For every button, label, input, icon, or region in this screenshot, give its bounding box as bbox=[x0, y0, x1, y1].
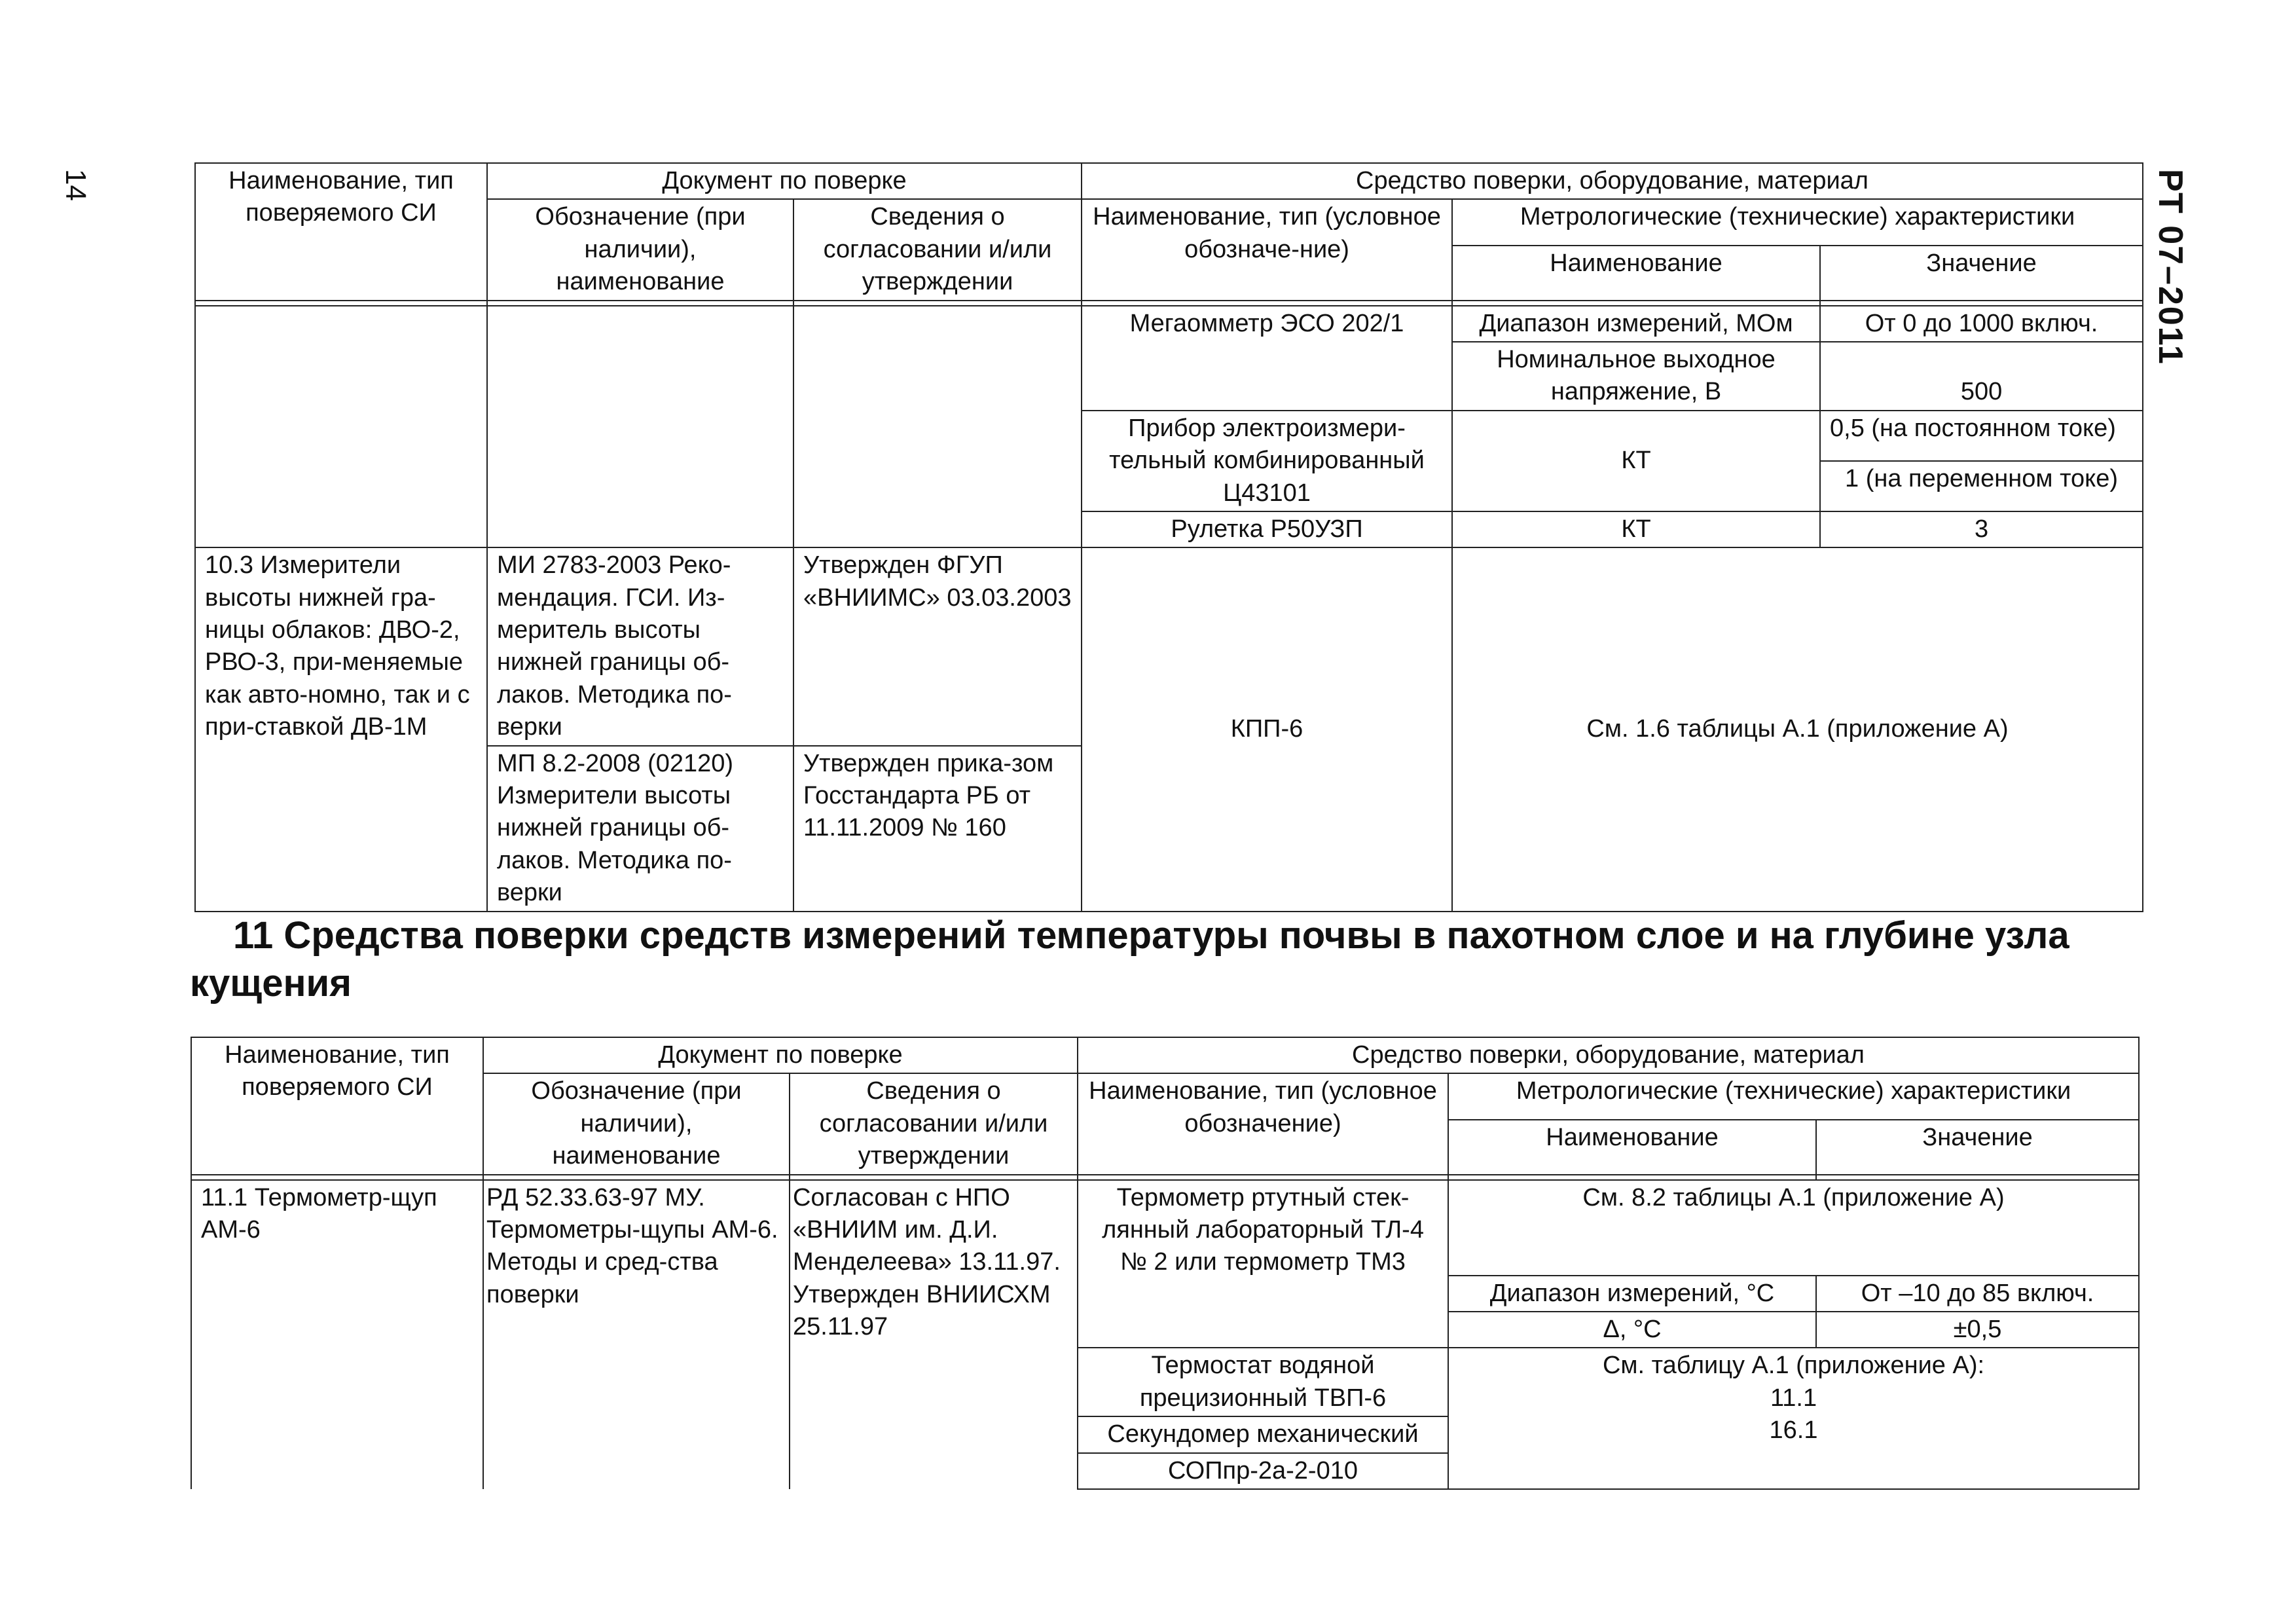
empty-cell bbox=[195, 306, 487, 548]
header-doc: Документ по поверке bbox=[487, 163, 1082, 199]
verification-table-10 bbox=[194, 162, 2143, 912]
header-doc: Документ по поверке bbox=[483, 1037, 1078, 1073]
value-nominal-voltage: 500 bbox=[1820, 342, 2143, 411]
see-reference-8-2: См. 8.2 таблицы А.1 (приложение А) bbox=[1448, 1180, 2139, 1276]
header-char-value: Значение bbox=[1820, 246, 2143, 301]
megaohmmeter: Мегаомметр ЭСО 202/1 bbox=[1082, 306, 1452, 411]
char-nominal-voltage: Номинальное выходное напряжение, В bbox=[1452, 342, 1820, 411]
header-designation: Обозначение (при наличии), наименование bbox=[487, 199, 793, 300]
value-tape: 3 bbox=[1820, 511, 2143, 547]
header-metro: Метрологические (технические) характеристики bbox=[1448, 1073, 2139, 1119]
empty-cell bbox=[793, 306, 1082, 548]
value-range-c: От –10 до 85 включ. bbox=[1816, 1276, 2139, 1312]
header-name: Наименование, тип поверяемого СИ bbox=[195, 163, 487, 301]
char-range-c: Диапазон измерений, °С bbox=[1448, 1276, 1816, 1312]
value-range: От 0 до 1000 включ. bbox=[1820, 306, 2143, 342]
header-name: Наименование, тип поверяемого СИ bbox=[191, 1037, 483, 1175]
header-char-value: Значение bbox=[1816, 1120, 2139, 1175]
document-code: РТ 07–2011 bbox=[2151, 169, 2189, 365]
section-11-title: 11 Средства поверки средств измерений температуры почвы в пахотном слое и на глубине узла кущения bbox=[190, 914, 2069, 1005]
verification-table-11 bbox=[191, 1037, 2140, 1490]
mercury-thermometer: Термометр ртутный стек-лянный лабораторный ТЛ-4 № 2 или термометр ТМ3 bbox=[1078, 1180, 1448, 1348]
page-number: 14 bbox=[60, 169, 92, 201]
see-table-a1 bbox=[1448, 1348, 2139, 1489]
header-char-name: Наименование bbox=[1448, 1120, 1816, 1175]
header-means: Средство поверки, оборудование, материал bbox=[1082, 163, 2143, 199]
header-means: Средство поверки, оборудование, материал bbox=[1078, 1037, 2139, 1073]
item-10-3: 10.3 Измерители высоты нижней гра-ницы облаков: ДВО-2, РВО-3, при-меняемые как авто-номно, так и с при-ставкой ДВ-1М bbox=[195, 547, 487, 911]
doc-mi: МИ 2783-2003 Реко-мендация. ГСИ. Из-меритель высоты нижней границы об-лаков. Методика по-верки bbox=[487, 547, 793, 745]
approval-rd: Согласован с НПО «ВНИИМ им. Д.И. Менделеева» 13.11.97. Утвержден ВНИИСХМ 25.11.97 bbox=[790, 1180, 1078, 1489]
header-means-name: Наименование, тип (условное обозначе-ние) bbox=[1082, 199, 1452, 300]
ref-16-1: 16.1 bbox=[1769, 1416, 1818, 1445]
char-range: Диапазон измерений, МОм bbox=[1452, 306, 1820, 342]
value-delta-c: ±0,5 bbox=[1816, 1312, 2139, 1348]
see-reference-1-6: См. 1.6 таблицы А.1 (приложение А) bbox=[1452, 547, 2143, 911]
doc-rd: РД 52.33.63-97 МУ. Термометры-щупы АМ-6. Методы и сред-ства поверки bbox=[483, 1180, 790, 1489]
approval-mi: Утвержден ФГУП «ВНИИМС» 03.03.2003 bbox=[793, 547, 1082, 745]
char-kt: КТ bbox=[1452, 411, 1820, 511]
item-11-1: 11.1 Термометр-щуп АМ-6 bbox=[191, 1180, 483, 1489]
header-metro: Метрологические (технические) характеристики bbox=[1452, 199, 2143, 245]
doc-mp: МП 8.2-2008 (02120) Измерители высоты нижней границы об-лаков. Методика по-верки bbox=[487, 746, 793, 912]
header-means-name: Наименование, тип (условное обозначение) bbox=[1078, 1073, 1448, 1174]
see-table-a1-label: См. таблицу А.1 (приложение А): bbox=[1602, 1352, 1985, 1380]
header-designation: Обозначение (при наличии), наименование bbox=[483, 1073, 790, 1174]
tape-measure: Рулетка Р50УЗП bbox=[1082, 511, 1452, 547]
char-kt-tape: КТ bbox=[1452, 511, 1820, 547]
header-approval: Сведения о согласовании и/или утверждении bbox=[790, 1073, 1078, 1174]
ref-11-1: 11.1 bbox=[1770, 1384, 1817, 1412]
combined-device: Прибор электроизмери-тельный комбинированный Ц43101 bbox=[1082, 411, 1452, 511]
means-kpp: КПП-6 bbox=[1082, 547, 1452, 911]
stopwatch-model: СОПпр-2а-2-010 bbox=[1078, 1453, 1448, 1489]
value-dc: 0,5 (на постоянном токе) bbox=[1820, 411, 2143, 461]
approval-mp: Утвержден прика-зом Госстандарта РБ от 11.11.2009 № 160 bbox=[793, 746, 1082, 912]
header-approval: Сведения о согласовании и/или утверждении bbox=[793, 199, 1082, 300]
empty-cell bbox=[487, 306, 793, 548]
char-delta-c: Δ, °С bbox=[1448, 1312, 1816, 1348]
water-thermostat: Термостат водяной прецизионный ТВП-6 bbox=[1078, 1348, 1448, 1416]
header-char-name: Наименование bbox=[1452, 246, 1820, 301]
value-ac: 1 (на переменном токе) bbox=[1820, 461, 2143, 511]
mechanical-stopwatch: Секундомер механический bbox=[1078, 1416, 1448, 1452]
